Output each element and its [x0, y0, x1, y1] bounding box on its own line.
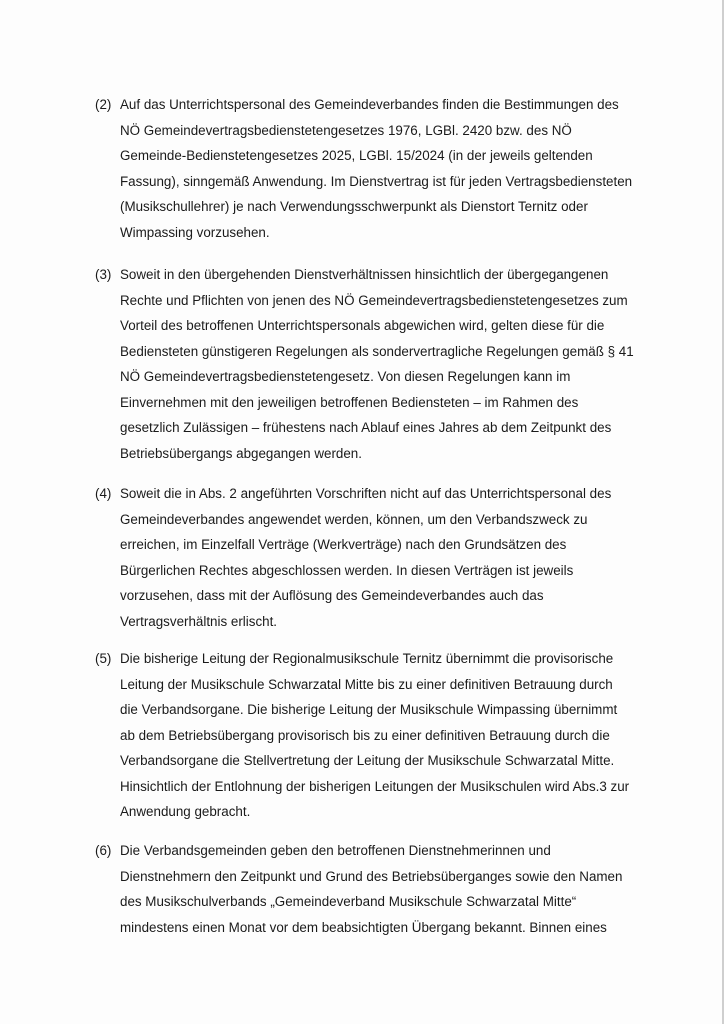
paragraph-line: Vorteil des betroffenen Unterrichtspersonals abgewichen wird, gelten diese für die — [120, 318, 605, 333]
paragraph-line: Soweit die in Abs. 2 angeführten Vorschriften nicht auf das Unterrichtspersonal des — [120, 486, 612, 501]
paragraph-line: Anwendung gebracht. — [120, 804, 251, 819]
paragraph-line: Gemeindeverbandes angewendet werden, können, um den Verbandszweck zu — [120, 511, 588, 527]
paragraph-5 — [95, 646, 695, 825]
paragraph-line: Hinsichtlich der Entlohnung der bisherigen Leitungen der Musikschulen wird Abs.3 zur — [120, 778, 630, 794]
paragraph-line: Soweit in den übergehenden Dienstverhältnissen hinsichtlich der übergegangenen — [120, 267, 609, 282]
paragraph-line: NÖ Gemeindevertragsbedienstetengesetz. Von diesen Regelungen kann im — [120, 369, 571, 384]
paragraph-line: Vertragsverhältnis erlischt. — [120, 613, 278, 629]
paragraph-line: Die bisherige Leitung der Regionalmusikschule Ternitz übernimmt die provisorische — [120, 651, 614, 666]
paragraph-line: gesetzlich Zulässigen – frühestens nach Ablauf eines Jahres ab dem Zeitpunkt des — [120, 420, 612, 435]
paragraph-line: (Musikschullehrer) je nach Verwendungsschwerpunkt als Dienstort Ternitz oder — [120, 199, 588, 214]
paragraph-number: (5) — [95, 651, 112, 666]
paragraph-line: die Verbandsorgane. Die bisherige Leitung der Musikschule Wimpassing übernimmt — [120, 702, 618, 717]
paragraph-line: erreichen, im Einzelfall Verträge (Werkverträge) nach den Grundsätzen des — [120, 537, 567, 552]
paragraph-number: (6) — [95, 843, 112, 858]
paragraph-line: Fassung), sinngemäß Anwendung. Im Dienstvertrag ist für jeden Vertragsbediensteten — [120, 173, 633, 189]
paragraph-3 — [95, 262, 695, 466]
paragraph-line: ab dem Betriebsübergang provisorisch bis zu einer definitiven Betrauung durch die — [120, 727, 610, 743]
paragraph-line: Die Verbandsgemeinden geben den betroffenen Dienstnehmerinnen und — [120, 843, 551, 858]
paragraph-line: Rechte und Pflichten von jenen des NÖ Gemeindevertragsbedienstetengesetzes zum — [120, 292, 628, 308]
paragraph-number: (2) — [95, 97, 112, 112]
paragraph-line: des Musikschulverbands „Gemeindeverband Musikschule Schwarzatal Mitte“ — [120, 894, 577, 909]
paragraph-line: Leitung der Musikschule Schwarzatal Mitte bis zu einer definitiven Betrauung durch — [120, 676, 613, 692]
paragraph-line: Bediensteten günstigeren Regelungen als sondervertragliche Regelungen gemäß § 41 — [120, 343, 634, 359]
paragraph-line: vorzusehen, dass mit der Auflösung des Gemeindeverbandes auch das — [120, 588, 544, 603]
paragraph-line: Gemeinde-Bedienstetengesetzes 2025, LGBl. 15/2024 (in der jeweils geltenden — [120, 148, 593, 163]
paragraph-line: Einvernehmen mit den jeweiligen betroffenen Bediensteten – im Rahmen des — [120, 394, 579, 410]
paragraph-number: (3) — [95, 267, 112, 282]
paragraph-line: NÖ Gemeindevertragsbedienstetengesetzes 1976, LGBl. 2420 bzw. des NÖ — [120, 122, 572, 138]
paragraph-line: Dienstnehmern den Zeitpunkt und Grund des Betriebsüberganges sowie den Namen — [120, 868, 623, 884]
paragraph-line: Bürgerlichen Rechtes abgeschlossen werden. In diesen Verträgen ist jeweils — [120, 562, 574, 578]
paragraph-line: mindestens einen Monat vor dem beabsichtigten Übergang bekannt. Binnen eines — [120, 919, 607, 935]
paragraph-line: Auf das Unterrichtspersonal des Gemeindeverbandes finden die Bestimmungen des — [120, 97, 619, 112]
paragraph-number: (4) — [95, 486, 112, 501]
paragraph-6 — [95, 838, 695, 940]
paragraph-4 — [95, 481, 695, 634]
paragraph-2 — [95, 92, 695, 245]
paragraph-line: Wimpassing vorzusehen. — [120, 224, 270, 240]
paragraph-line: Betriebsübergangs abgegangen werden. — [120, 445, 362, 461]
paragraph-line: Verbandsorgane die Stellvertretung der Leitung der Musikschule Schwarzatal Mitte. — [120, 753, 615, 768]
